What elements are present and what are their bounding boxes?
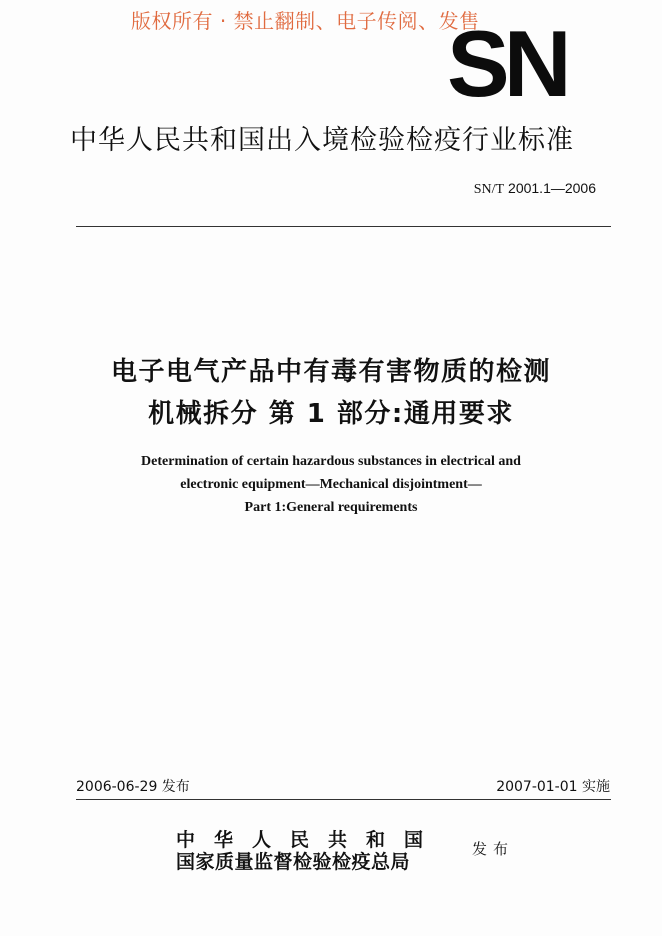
issuer-country: 中华人民共和国: [176, 829, 443, 851]
english-title-line-1: Determination of certain hazardous substances in electrical and: [141, 454, 521, 469]
standard-code: [474, 180, 596, 198]
issue-date: 2006-06-29 发布: [76, 779, 190, 795]
english-title-line-2: electronic equipment—Mechanical disjointment—: [180, 477, 482, 492]
bottom-divider: [76, 799, 611, 800]
standard-category-title: 中华人民共和国出入境检验检疫行业标准: [70, 125, 574, 156]
copyright-watermark: 版权所有 · 禁止翻制、电子传阅、发售: [131, 9, 480, 33]
english-title-line-3: Part 1:General requirements: [244, 500, 418, 515]
top-divider: [76, 226, 611, 227]
effective-date: 2007-01-01 实施: [496, 779, 610, 795]
chinese-title-line-2: 机械拆分 第 1 部分:通用要求: [148, 399, 514, 429]
standard-code-number: 2001.1—2006: [508, 180, 596, 196]
issuing-authority: [176, 829, 442, 873]
standard-code-prefix: SN/T: [473, 182, 505, 197]
issuer-agency: 国家质量监督检验检疫总局: [176, 851, 411, 873]
sn-logo-text: SN: [447, 26, 566, 102]
chinese-title-line-1: 电子电气产品中有毒有害物质的检测: [110, 357, 551, 387]
sn-logo: [447, 26, 587, 102]
issue-action: 发布: [472, 840, 515, 858]
english-title: [0, 450, 662, 519]
